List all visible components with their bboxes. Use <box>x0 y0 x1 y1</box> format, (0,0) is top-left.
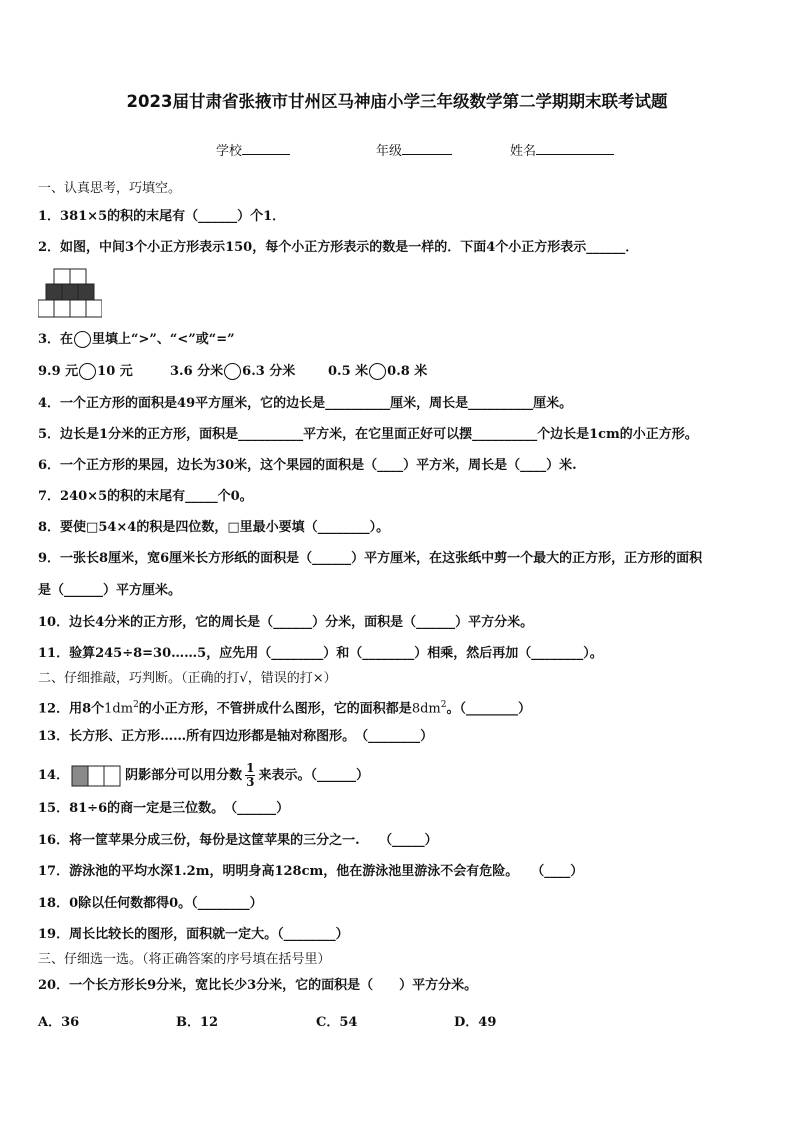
name-field[interactable] <box>510 140 614 159</box>
compare-1-circle[interactable] <box>79 363 96 380</box>
compare-2-left: 3.6 分米 <box>170 364 224 379</box>
name-label: 姓名 <box>510 144 537 159</box>
q14-text-b: 来表示。（______） <box>258 768 369 783</box>
compare-2-circle[interactable] <box>224 363 241 380</box>
question-11: 11．验算245÷8=30……5，应先用（________）和（________）相乘，然后再加（________）。 <box>38 646 603 661</box>
question-2: 2．如图，中间3个小正方形表示150，每个小正方形表示的数是一样的．下面4个小正方形表示______． <box>38 240 639 255</box>
page-title: 2023届甘肃省张掖市甘州区马神庙小学三年级数学第二学期期末联考试题 <box>126 92 668 111</box>
q12-text-c: 。（________） <box>446 701 531 717</box>
question-17: 17．游泳池的平均水深1.2m，明明身高128cm，他在游泳池里游泳不会有危险。 （____） <box>38 864 584 879</box>
question-9-line-1: 9．一张长8厘米，宽6厘米长方形纸的面积是（______）平方厘米，在这张纸中剪一个最大的正方形，正方形的面积 <box>38 551 703 566</box>
compare-2-right: 6.3 分米 <box>242 364 296 379</box>
grade-label: 年级 <box>376 144 403 159</box>
question-4: 4．一个正方形的面积是49平方厘米，它的边长是__________厘米，周长是__________厘米。 <box>38 396 573 411</box>
question-10: 10．边长4分米的正方形，它的周长是（______）分米，面积是（______）平方分米。 <box>38 615 534 630</box>
compare-3-circle[interactable] <box>369 363 386 380</box>
question-20: 20．一个长方形长9分米，宽比长少3分米，它的面积是（ ）平方分米。 <box>38 978 478 993</box>
q12-unit-2: 8dm <box>411 701 441 717</box>
compare-1-left: 9.9 元 <box>38 364 79 379</box>
q3-text-a: 3．在 <box>38 332 74 347</box>
q12-text-a: 12．用8个 <box>38 701 105 717</box>
q3-text-b: 里填上“>”、“<”或“=” <box>92 332 235 347</box>
question-18: 18．0除以任何数都得0。（________） <box>38 896 263 911</box>
option-b[interactable]: B．12 <box>176 1015 219 1030</box>
question-8: 8．要使□54×4的积是四位数，□里最小要填（________）。 <box>38 520 390 535</box>
q12-exp-1: 2 <box>133 700 139 710</box>
squares-figure <box>38 268 102 320</box>
q14-number: 14． <box>38 768 70 783</box>
question-12 <box>38 696 531 718</box>
compare-1-right: 10 元 <box>97 364 133 379</box>
school-label: 学校 <box>216 144 243 159</box>
question-9-line-2: 是（______）平方厘米。 <box>38 583 182 598</box>
fraction-one-third <box>245 762 255 789</box>
section-1-heading: 一、认真思考，巧填空。 <box>38 181 182 196</box>
question-7: 7．240×5的积的末尾有_____个0。 <box>38 489 253 504</box>
compare-item-3 <box>328 363 427 381</box>
grade-blank[interactable] <box>402 140 452 155</box>
option-c[interactable]: C．54 <box>316 1015 358 1030</box>
question-14 <box>38 762 369 789</box>
q12-unit-1: 1dm <box>104 701 134 717</box>
shaded-bar-figure <box>71 764 123 788</box>
section-2-heading: 二、仔细推敲，巧判断。（正确的打√，错误的打×） <box>38 671 337 686</box>
name-blank[interactable] <box>536 140 614 155</box>
question-6: 6．一个正方形的果园，边长为30米，这个果园的面积是（____）平方米，周长是（____）米. <box>38 458 577 473</box>
question-3 <box>38 331 235 349</box>
option-d[interactable]: D．49 <box>454 1015 497 1030</box>
fraction-denominator: 3 <box>246 775 255 789</box>
compare-item-2 <box>170 363 295 381</box>
grade-field[interactable] <box>376 140 452 159</box>
q12-text-b: 的小正方形，不管拼成什么图形，它的面积都是 <box>138 701 412 717</box>
question-19: 19．周长比较长的图形，面积就一定大。（________） <box>38 927 349 942</box>
question-5: 5．边长是1分米的正方形，面积是__________平方米，在它里面正好可以摆__________个边长是1cm的小正方形。 <box>38 427 698 442</box>
fraction-numerator: 1 <box>246 761 255 775</box>
section-3-heading: 三、仔细选一选。（将正确答案的序号填在括号里） <box>38 952 331 967</box>
q12-exp-2: 2 <box>440 700 447 710</box>
compare-item-1 <box>38 363 133 381</box>
question-15: 15．81÷6的商一定是三位数。 （______） <box>38 801 290 816</box>
compare-circle[interactable] <box>74 331 91 348</box>
q14-text-a: 阴影部分可以用分数 <box>125 768 243 783</box>
question-16: 16．将一筐苹果分成三份，每份是这筐苹果的三分之一. （_____） <box>38 833 438 848</box>
school-field[interactable] <box>216 140 290 159</box>
question-1: 1．381×5的积的末尾有（______）个1． <box>38 209 286 224</box>
compare-3-right: 0.8 米 <box>387 364 428 379</box>
option-a[interactable]: A．36 <box>38 1015 80 1030</box>
compare-3-left: 0.5 米 <box>328 364 369 379</box>
question-13: 13．长方形、正方形……所有四边形都是轴对称图形。 （________） <box>38 729 434 744</box>
school-blank[interactable] <box>242 140 290 155</box>
